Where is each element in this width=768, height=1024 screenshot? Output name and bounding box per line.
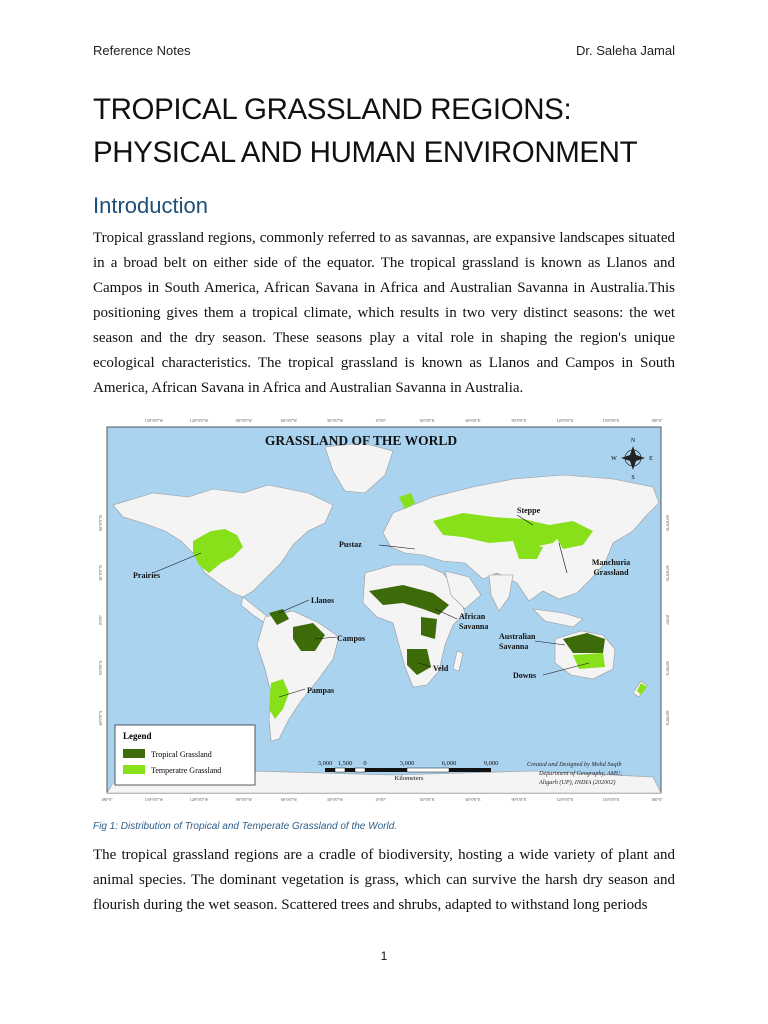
top-tick: 120°0'0"E: [556, 418, 574, 423]
top-tick: 60°0'0"E: [465, 418, 481, 423]
top-tick: 180°0": [651, 418, 663, 423]
label-african-2: Savanna: [459, 622, 489, 631]
right-tick: 60°0'0"S: [665, 710, 670, 726]
label-manchuria-1: Manchuria: [591, 558, 631, 567]
world-grassland-map: [93, 413, 675, 805]
left-tick: 30°0'0"S: [98, 660, 103, 676]
bottom-tick: 90°0'0"E: [511, 797, 527, 802]
map-credit: [527, 761, 622, 786]
right-tick: 30°0'0"N: [665, 565, 670, 581]
legend-swatch-tropical: [123, 749, 145, 758]
label-australian-1: Australian: [499, 632, 536, 641]
label-pustaz: Pustaz: [339, 540, 362, 549]
scale-tick: 0: [363, 760, 367, 767]
left-tick: 0°0'0": [98, 614, 103, 626]
label-steppe: Steppe: [517, 506, 541, 515]
left-tick: 30°0'0"N: [98, 565, 103, 581]
section-heading: Introduction: [93, 193, 208, 218]
bottom-tick: 180°0": [651, 797, 663, 802]
biodiversity-paragraph: The tropical grassland regions are a cradle of biodiversity, hosting a wide variety of plant and animal species. The dominant vegetation is grass, which can survive the harsh dry season and flourish during the wet season. Scattered trees and shrubs, adapted to withstand long periods: [93, 847, 675, 913]
right-tick: 0°0'0": [665, 614, 670, 626]
credit-line-2: Department of Geography, AMU,: [539, 770, 622, 777]
bottom-tick: 150°0'0"W: [144, 797, 164, 802]
top-tick: 120°0'0"W: [189, 418, 209, 423]
label-llanos: Llanos: [311, 596, 335, 605]
header-right: Dr. Saleha Jamal: [576, 43, 675, 58]
label-manchuria-2: Grassland: [593, 568, 629, 577]
label-prairies: Prairies: [133, 571, 161, 580]
bottom-tick: 90°0'0"W: [235, 797, 253, 802]
bottom-tick: 120°0'0"W: [189, 797, 209, 802]
left-tick: 60°0'0"S: [98, 710, 103, 726]
top-tick: 60°0'0"W: [280, 418, 298, 423]
label-downs: Downs: [513, 671, 537, 680]
label-veld: Veld: [433, 664, 449, 673]
scale-tick: 3,000: [317, 760, 333, 767]
legend-swatch-temperate: [123, 765, 145, 774]
figure-caption: Fig 1: Distribution of Tropical and Temperate Grassland of the World.: [93, 821, 398, 832]
compass-n: N: [630, 438, 636, 444]
bottom-tick: 180°0": [101, 797, 113, 802]
top-tick: 90°0'0"E: [511, 418, 527, 423]
top-tick: 0°0'0": [375, 418, 387, 423]
label-pampas: Pampas: [307, 686, 335, 695]
top-tick: 150°0'0"E: [602, 418, 620, 423]
right-tick: 60°0'0"N: [665, 515, 670, 531]
title-line-1: TROPICAL GRASSLAND REGIONS:: [93, 93, 572, 126]
legend-tropical: Tropical Grassland: [151, 750, 212, 759]
label-campos: Campos: [337, 634, 366, 643]
bottom-tick: 120°0'0"E: [556, 797, 574, 802]
scale-tick: 3,000: [399, 760, 415, 767]
bottom-tick: 0°0'0": [375, 797, 387, 802]
top-tick: 30°0'0"W: [326, 418, 344, 423]
map-legend: [115, 725, 255, 785]
top-tick: 30°0'0"E: [419, 418, 435, 423]
header-left: Reference Notes: [93, 43, 191, 58]
label-australian-2: Savanna: [499, 642, 529, 651]
credit-line-1: Created and Designed by Mohd Saqib: [527, 761, 622, 768]
bottom-tick: 150°0'0"E: [602, 797, 620, 802]
scale-unit: Kilometers: [394, 775, 424, 782]
scale-tick: 1,500: [337, 760, 353, 767]
left-tick: 60°0'0"N: [98, 515, 103, 531]
scale-tick: 6,000: [441, 760, 457, 767]
bottom-tick: 60°0'0"E: [465, 797, 481, 802]
page-number: 1: [380, 949, 388, 963]
top-tick: 90°0'0"W: [235, 418, 253, 423]
compass-s: S: [631, 475, 635, 481]
bottom-tick: 30°0'0"W: [326, 797, 344, 802]
label-african-1: African: [459, 612, 486, 621]
bottom-tick: 60°0'0"W: [280, 797, 298, 802]
compass-w: W: [611, 456, 617, 462]
compass-e: E: [649, 456, 653, 462]
top-tick: 150°0'0"W: [144, 418, 164, 423]
scale-tick: 9,000: [483, 760, 499, 767]
bottom-tick: 30°0'0"E: [419, 797, 435, 802]
map-title: GRASSLAND OF THE WORLD: [264, 433, 458, 448]
credit-line-3: Aligarh (UP), INDIA (202002): [539, 779, 616, 786]
intro-paragraph: Tropical grassland regions, commonly referred to as savannas, are expansive landscapes situated in a broad belt on either side of the equator. The tropical grassland is known as Llanos and Campos in South America, African Savana in Africa and Australian Savanna in Australia.This positioning gives them a tropical climate, which results in two very distinct seasons: the wet season and the dry season. These seasons play a vital role in shaping the region's unique ecological characteristics. The tropical grassland is known as Llanos and Campos in South America, African Savana in Africa and Australian Savanna in Australia.: [93, 230, 675, 396]
page-title: [93, 88, 693, 174]
legend-temperate: Temperatre Grassland: [151, 766, 222, 775]
legend-title: Legend: [123, 731, 152, 741]
right-tick: 30°0'0"S: [665, 660, 670, 676]
title-line-2: PHYSICAL AND HUMAN ENVIRONMENT: [93, 136, 638, 169]
